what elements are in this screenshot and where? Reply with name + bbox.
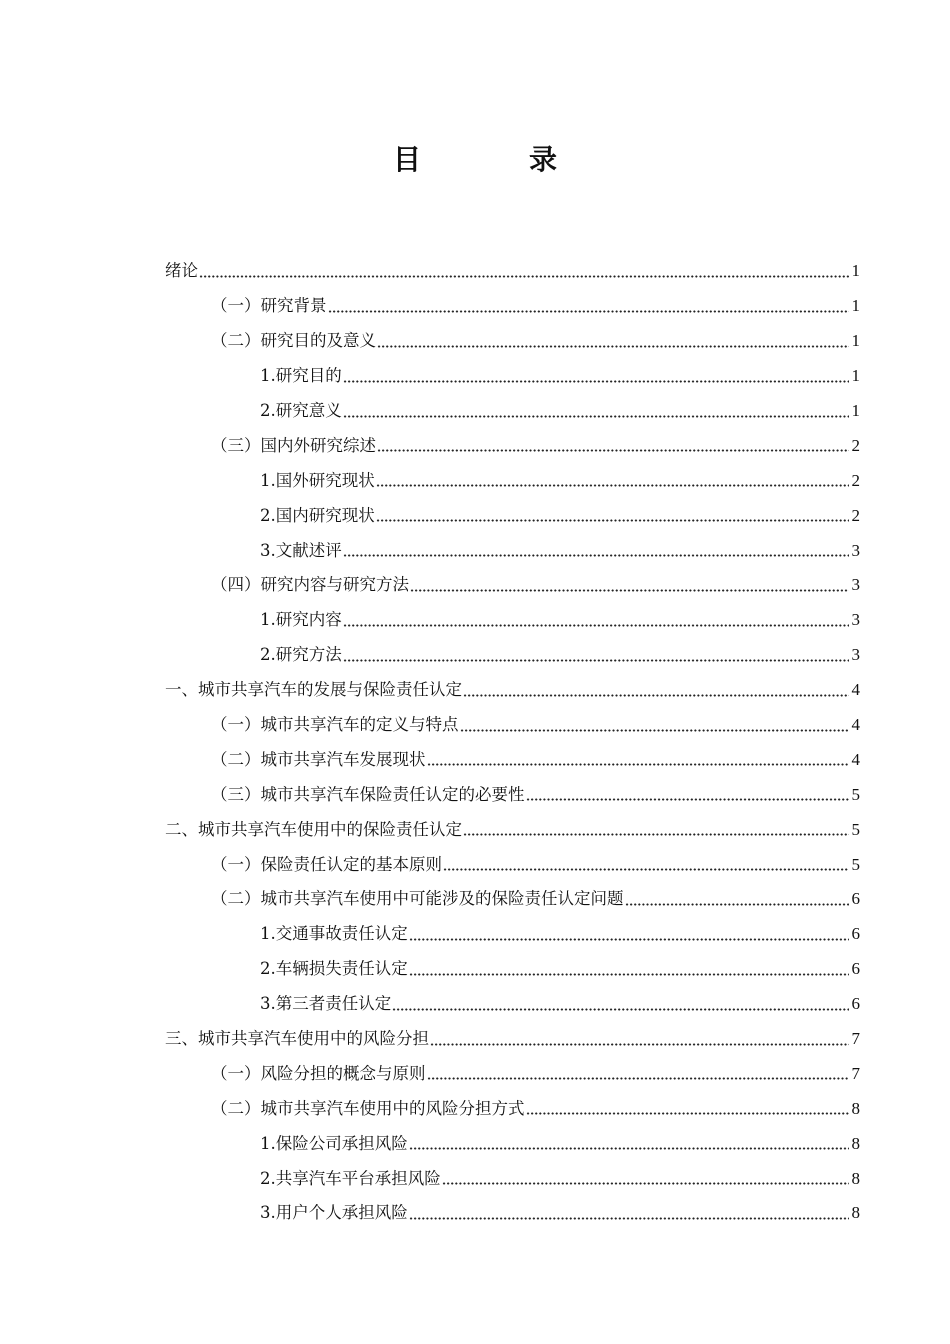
toc-entry[interactable] <box>165 1091 860 1126</box>
toc-entry-title: 二、城市共享汽车使用中的保险责任认定 <box>165 819 462 839</box>
dot-leader <box>392 1008 849 1011</box>
toc-entry-title: 2.国内研究现状 <box>260 505 375 525</box>
toc-entry-page-number: 2 <box>851 470 860 490</box>
toc-entry-title: 一、城市共享汽车的发展与保险责任认定 <box>165 680 462 700</box>
toc-entry-page-number: 6 <box>851 889 860 909</box>
toc-entry[interactable] <box>165 254 860 289</box>
toc-entry-title: （三）国内外研究综述 <box>211 435 376 455</box>
toc-entry-title: （二）研究目的及意义 <box>211 331 376 351</box>
dot-leader <box>463 694 849 697</box>
dot-leader <box>343 554 849 557</box>
dot-leader <box>410 589 849 592</box>
dot-leader <box>442 1182 849 1185</box>
toc-entry-page-number: 3 <box>851 540 860 560</box>
toc-entry-page-number: 4 <box>851 715 860 735</box>
toc-entry-page-number: 8 <box>851 1168 860 1188</box>
toc-entry-title: 3.文献述评 <box>260 540 342 560</box>
toc-entry-title: （四）研究内容与研究方法 <box>211 575 409 595</box>
toc-entry-page-number: 5 <box>851 819 860 839</box>
toc-entry-page-number: 8 <box>851 1133 860 1153</box>
toc-entry-page-number: 7 <box>851 1063 860 1083</box>
toc-entry[interactable] <box>165 603 860 638</box>
toc-entry-title: （一）保险责任认定的基本原则 <box>211 854 442 874</box>
toc-entry-page-number: 8 <box>851 1203 860 1223</box>
toc-entry-title: （二）城市共享汽车发展现状 <box>211 749 426 769</box>
toc-entry[interactable] <box>165 708 860 743</box>
toc-entry[interactable] <box>165 359 860 394</box>
dot-leader <box>377 345 849 348</box>
toc-entry-page-number: 8 <box>851 1098 860 1118</box>
dot-leader <box>463 833 849 836</box>
dot-leader <box>526 798 850 801</box>
dot-leader <box>625 903 850 906</box>
toc-entry-page-number: 7 <box>851 1029 860 1049</box>
toc-entry[interactable] <box>165 1196 860 1231</box>
toc-entry-title: （二）城市共享汽车使用中的风险分担方式 <box>211 1098 525 1118</box>
dot-leader <box>343 624 849 627</box>
toc-entry-page-number: 1 <box>851 401 860 420</box>
toc-entry[interactable] <box>165 987 860 1022</box>
toc-entry-page-number: 1 <box>851 296 860 316</box>
toc-entry-title: （一）风险分担的概念与原则 <box>211 1063 426 1083</box>
toc-entry[interactable] <box>165 742 860 777</box>
toc-entry[interactable] <box>165 533 860 568</box>
toc-entry[interactable] <box>165 673 860 708</box>
toc-entry-title: 1.交通事故责任认定 <box>260 924 408 944</box>
toc-entry-page-number: 1 <box>851 261 860 281</box>
toc-entry-title: （一）研究背景 <box>211 296 327 316</box>
dot-leader <box>343 415 849 418</box>
toc-entry-title: 2.车辆损失责任认定 <box>260 959 408 979</box>
toc-entry[interactable] <box>165 394 860 429</box>
toc-entry-title: 3.用户个人承担风险 <box>260 1203 408 1223</box>
dot-leader <box>526 1112 850 1115</box>
toc-entry-title: （三）城市共享汽车保险责任认定的必要性 <box>211 784 525 804</box>
toc-entry[interactable] <box>165 568 860 603</box>
dot-leader <box>376 484 849 487</box>
dot-leader <box>343 659 849 662</box>
toc-entry[interactable] <box>165 882 860 917</box>
dot-leader <box>343 380 849 383</box>
dot-leader <box>430 1043 849 1046</box>
toc-entry-title: 2.共享汽车平台承担风险 <box>260 1168 441 1188</box>
toc-entry[interactable] <box>165 289 860 324</box>
toc-entry-page-number: 1 <box>851 366 860 386</box>
toc-entry-page-number: 3 <box>851 610 860 630</box>
dot-leader <box>427 1077 850 1080</box>
toc-entry-page-number: 5 <box>851 854 860 874</box>
toc-entry-title: 1.国外研究现状 <box>260 470 375 490</box>
toc-entry[interactable] <box>165 498 860 533</box>
toc-entry[interactable] <box>165 463 860 498</box>
toc-entry-title: 绪论 <box>165 261 198 281</box>
table-of-contents <box>165 254 860 1231</box>
toc-entry[interactable] <box>165 324 860 359</box>
dot-leader <box>199 275 849 278</box>
toc-entry-title: 三、城市共享汽车使用中的风险分担 <box>165 1029 429 1049</box>
dot-leader <box>409 973 849 976</box>
toc-title: 目 录 <box>392 142 597 176</box>
toc-entry[interactable] <box>165 777 860 812</box>
toc-entry[interactable] <box>165 428 860 463</box>
toc-entry-title: 1.保险公司承担风险 <box>260 1133 408 1153</box>
toc-entry-page-number: 6 <box>851 959 860 979</box>
dot-leader <box>409 1147 849 1150</box>
toc-entry-page-number: 5 <box>851 784 860 804</box>
dot-leader <box>460 729 850 732</box>
toc-entry-page-number: 6 <box>851 924 860 944</box>
toc-entry-title: 2.研究方法 <box>260 645 342 665</box>
toc-entry[interactable] <box>165 638 860 673</box>
toc-entry[interactable] <box>165 1022 860 1057</box>
toc-entry-page-number: 3 <box>851 575 860 595</box>
dot-leader <box>328 310 850 313</box>
toc-entry-title: （二）城市共享汽车使用中可能涉及的保险责任认定问题 <box>211 889 624 909</box>
toc-entry-title: 2.研究意义 <box>260 401 342 420</box>
toc-entry-page-number: 2 <box>851 435 860 455</box>
toc-entry-page-number: 4 <box>851 749 860 769</box>
dot-leader <box>377 449 849 452</box>
toc-entry[interactable] <box>165 1056 860 1091</box>
dot-leader <box>376 519 849 522</box>
toc-entry[interactable] <box>165 952 860 987</box>
toc-entry[interactable] <box>165 1161 860 1196</box>
dot-leader <box>409 1217 849 1220</box>
toc-entry-title: 3.第三者责任认定 <box>260 994 392 1014</box>
toc-entry-title: （一）城市共享汽车的定义与特点 <box>211 715 459 735</box>
toc-entry-page-number: 6 <box>851 994 860 1014</box>
toc-entry-page-number: 4 <box>851 680 860 700</box>
toc-entry[interactable] <box>165 1126 860 1161</box>
toc-entry-title: 1.研究内容 <box>260 610 342 630</box>
dot-leader <box>409 938 849 941</box>
toc-entry-title: 1.研究目的 <box>260 366 342 386</box>
toc-entry-page-number: 3 <box>851 645 860 665</box>
toc-entry-page-number: 2 <box>851 505 860 525</box>
dot-leader <box>443 868 849 871</box>
toc-entry[interactable] <box>165 917 860 952</box>
toc-entry[interactable] <box>165 812 860 847</box>
toc-entry-page-number: 1 <box>851 331 860 351</box>
toc-entry[interactable] <box>165 847 860 882</box>
dot-leader <box>427 763 850 766</box>
